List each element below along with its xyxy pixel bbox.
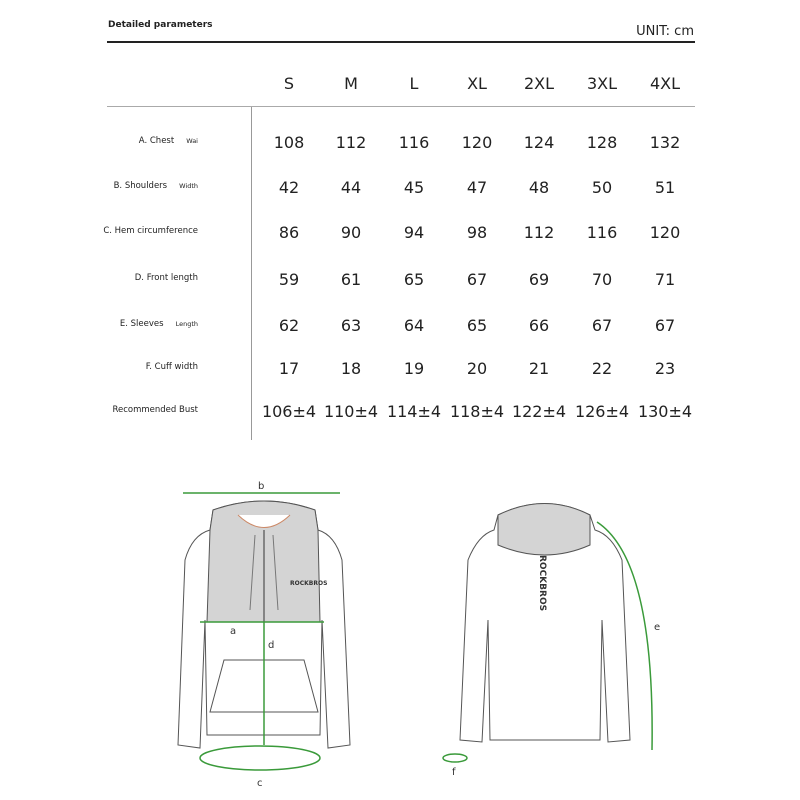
row-label-sub: Length [175, 320, 198, 328]
label-c: c [257, 778, 263, 789]
table-cell: 67 [591, 316, 613, 335]
label-b: b [258, 481, 265, 492]
table-cell: 67 [466, 270, 488, 289]
table-cell: 114±4 [386, 402, 442, 421]
table-cell: 106±4 [261, 402, 317, 421]
table-cell: 44 [340, 178, 362, 197]
row-label-text: D. Front length [134, 273, 198, 283]
table-cell: 17 [278, 359, 300, 378]
size-header-3xl: 3XL [586, 74, 618, 93]
table-cell: 71 [654, 270, 676, 289]
size-header-l: L [409, 74, 419, 93]
row-label-text: Recommended Bust [112, 405, 198, 415]
table-cell: 118±4 [449, 402, 505, 421]
table-cell: 86 [278, 223, 300, 242]
table-cell: 23 [654, 359, 676, 378]
label-d: d [268, 640, 275, 651]
table-cell: 116 [398, 133, 430, 152]
table-cell: 67 [654, 316, 676, 335]
table-cell: 124 [523, 133, 555, 152]
back-hoodie [443, 504, 652, 763]
table-cell: 112 [335, 133, 367, 152]
label-e: e [654, 622, 661, 633]
table-cell: 18 [340, 359, 362, 378]
table-cell: 116 [586, 223, 618, 242]
table-cell: 21 [528, 359, 550, 378]
table-cell: 59 [278, 270, 300, 289]
table-cell: 51 [654, 178, 676, 197]
table-cell: 65 [466, 316, 488, 335]
table-cell: 130±4 [637, 402, 693, 421]
table-cell: 98 [466, 223, 488, 242]
size-header-4xl: 4XL [649, 74, 681, 93]
table-cell: 48 [528, 178, 550, 197]
table-cell: 19 [403, 359, 425, 378]
table-cell: 20 [466, 359, 488, 378]
table-cell: 22 [591, 359, 613, 378]
row-label-text: F. Cuff width [145, 362, 198, 372]
label-f: f [452, 767, 456, 778]
unit-label: UNIT: cm [636, 24, 694, 39]
size-header-m: M [344, 74, 358, 93]
table-cell: 70 [591, 270, 613, 289]
table-cell: 65 [403, 270, 425, 289]
table-cell: 61 [340, 270, 362, 289]
size-header-2xl: 2XL [523, 74, 555, 93]
table-cell: 64 [403, 316, 425, 335]
table-cell: 50 [591, 178, 613, 197]
size-header-xl: XL [467, 74, 487, 93]
table-cell: 47 [466, 178, 488, 197]
table-cell: 69 [528, 270, 550, 289]
table-cell: 128 [586, 133, 618, 152]
row-label-sub: Width [179, 182, 198, 190]
row-label-text: B. Shoulders [113, 181, 168, 191]
front-hoodie [178, 493, 350, 770]
row-label-text: C. Hem circumference [103, 226, 198, 236]
table-cell: 62 [278, 316, 300, 335]
table-cell: 66 [528, 316, 550, 335]
row-label-sub: Wai [186, 137, 198, 145]
size-header-s: S [283, 74, 295, 93]
brand-logo-front: ROCKBROS [290, 580, 328, 587]
table-cell: 132 [649, 133, 681, 152]
table-cell: 120 [649, 223, 681, 242]
row-label-text: E. Sleeves [119, 319, 164, 329]
brand-logo: ROCKBROS [537, 555, 547, 612]
table-cell: 122±4 [511, 402, 567, 421]
table-cell: 110±4 [323, 402, 379, 421]
table-cell: 90 [340, 223, 362, 242]
row-label-text: A. Chest [138, 136, 175, 146]
table-cell: 126±4 [574, 402, 630, 421]
table-cell: 94 [403, 223, 425, 242]
table-cell: 63 [340, 316, 362, 335]
table-cell: 120 [461, 133, 493, 152]
label-a: a [230, 626, 237, 637]
table-cell: 45 [403, 178, 425, 197]
table-title: Detailed parameters [108, 20, 213, 30]
table-cell: 42 [278, 178, 300, 197]
table-cell: 112 [523, 223, 555, 242]
table-cell: 108 [273, 133, 305, 152]
